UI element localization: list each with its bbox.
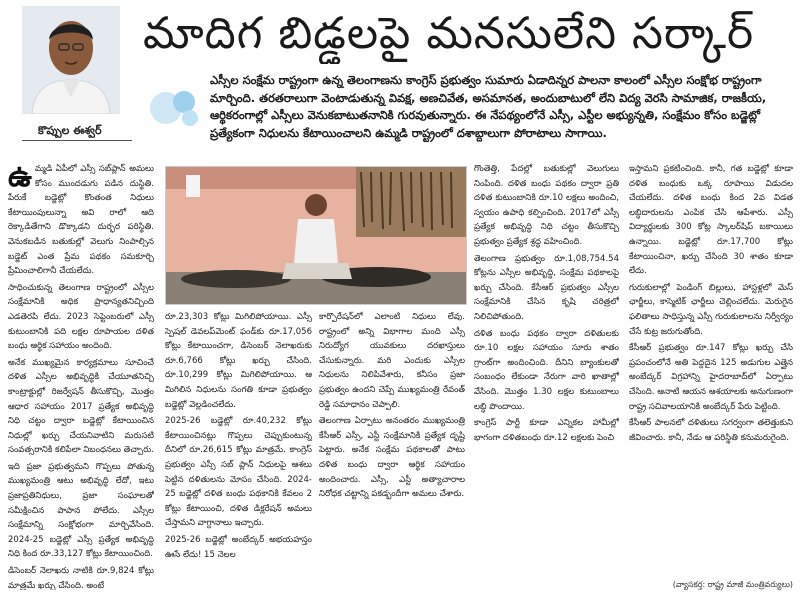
paragraph: రూ.23,303 కోట్లు మిగిలిపోయాయి. ఎస్సీ స్పెషల్ డెవలప్‌మెంట్ ఫండ్‌కు రూ.17,056 కోట్లు కేటాయించగా, డిసెంబర్ నెలాఖరుకు రూ.6,766 కోట్లు ఖర్చు చేసింది. రూ.10,299 కోట్లు మిగిలిపోయాయి. ఆ మిగిలిన నిధులను సంగతి కూడా ప్రభుత్వం బడ్జెట్లో వెల్లడించలేదు. [165,312,312,410]
dropcap: ఉ [8,162,32,194]
author-photo [22,6,120,114]
paragraph: గొంతెత్తి, పేదల్లో బతుకుల్లో వెలుగులు నింపింది. దళిత బంధు పథకం ద్వారా ప్రతి దళిత కుటుంబానికి రూ.10 లక్షలు అందించి, స్వయం ఉపాధి కల్పించింది. 2017లో ఎస్సీ ప్రత్యేక అభివృద్ధి నిధి చట్టం తీసుకొచ్చి ప్రభుత్వం ప్రత్యేక శ్రద్ధ వహించింది. [474,164,619,247]
paragraph: సాధించుకున్న తెలంగాణ రాష్ట్రంలో ఎస్సీల సంక్షేమానికి అధిక ప్రాధాన్యతనిచ్చింది ఎడతెరపి లేదు. 2023 సెప్టెంబరులో ఎస్సీ కుటుంబానికి పది లక్షల రూపాయల దళిత బంధు ఆర్థిక సహాయం అందింది. [8,282,154,352]
author-footnote: (వ్యాసకర్త: రాష్ట్ర మాజీ మంత్రివర్యులు) [672,580,793,589]
paragraph: తెలంగాణ ఏర్పాటు అనంతరం ముఖ్యమంత్రి కేసీఆర్ ఎస్సీ, ఎస్టీ సంక్షేమానికి ప్రత్యేక దృష్టి పెట్టారు. అనేక సంక్షేమ పథకాలతో పాటు దళిత బంధు ద్వారా ఆర్థిక సహాయం అందించారు. ఎస్సీ, ఎస్టీ అత్యాచారాల నిరోధక చట్టాన్ని పకడ్బందీగా అమలు చేశారు. [319,416,465,500]
body-column-3 [319,310,465,590]
paragraph: దళిత బంధు పథకం ద్వారా దళితులకు రూ.10 లక్షల సహాయం సూరు శాతం గ్రాంట్‌గా అందించింది. దీనిని బ్యాంకులతో సంబంధం లేకుండా నేరుగా వారి ఖాతాల్లో వేసింది. మొత్తం 1.30 లక్షల కుటుంబాలు లబ్ధి పొందాయి. [474,328,619,412]
paragraph: కార్పొరేషన్‌లో ఎలాంటి నిధులు లేవు. రాష్ట్రంలో అన్ని విభాగాల మంది ఎస్సీ నిరుద్యోగ యువకులు దరఖాస్తులు చేసుకున్నారు. మరి ఎందుకు ఎస్సీల నిధులను నిలిపివేశారు, కనీసం ప్రజా ప్రభుత్వం ఉందని చెప్పే ముఖ్యమంత్రి రేవంత్ రెడ్డి సమాధానం చెప్పాలి. [319,312,465,410]
paragraph: డిసెంబర్ నెలాఖరు నాటికి రూ.9,824 కోట్లు మాత్రమే ఖర్చు చేసింది. అంటే [8,566,154,590]
decorative-bubbles-icon [148,82,208,132]
headline: మాదిగ బిడ్డలపై మనసులేని సర్కార్ [143,8,755,59]
paragraph: తెలంగాణ ప్రభుత్వం రూ.1,08,754.54 కోట్లను ఎస్సీల అభివృద్ధి, సంక్షేమ పథకాలపై ఖర్చు చేసింది. కేసీఆర్ ప్రభుత్వం ఎస్సీల సంక్షేమానికి చేసిన కృషి చరిత్రలో నిలిచిపోతుంది. [474,253,619,322]
paragraph: 2025-26 బడ్జెట్లో రూ.40,232 కోట్లు కేటాయించినట్లు గొప్పలు చెప్పుకుంటున్న దీనిలో రూ.26,615 కోట్లు మాత్రమే. కాంగ్రెస్ ప్రభుత్వం ఎస్సీ సబ్ ప్లాన్ నిధులపై ఆశలు పెట్టిన దళితులను మోసం చేసింది. 2024-25 బడ్జెట్లో దళిత బంధు పథకానికి కేవలం 2 కోట్లు కేటాయించి, దళిత డిక్లరేషన్ అమలు చేస్తామని వాగ్దానాలు ఇచ్చారు. [165,416,312,529]
paragraph: మ్మడి ఏపీలో ఎస్సీ సబ్‌ప్లాన్ అమలు కోసం ముందడుగు పడిన దుస్థితి. పేరుకే బడ్జెట్లో కొంతంత నిధులు కేటాయింపులున్నా అవి రాలో ఆది రెక్కాడితేగాని డొక్కాడని దుర్భర పరిస్థితి. వెనుకబడిన బతుకుల్లో వెలుగు నింపాల్సిన బడ్జెట్ ఎంత ప్రేమ పథకం సమకూర్చి ప్రేమించాలిగానీ చేయలేదు. [8,164,154,277]
article-deck: ఎస్సీల సంక్షేమ రాష్ట్రంగా ఉన్న తెలంగాణను కాంగ్రెస్ ప్రభుత్వం సుమారు ఏడాదిన్నర పాలనా కాలంలో ఎస్సీల సంక్షోభ రాష్ట్రంగా మార్చింది. తరతరాలుగా వెంటాడుతున్న వివక్ష, అణచివేత, అసమానత, అందుబాటులో లేని విద్య వెరసి సామాజిక, రాజకీయ, ఆర్థికరంగాల్లో ఎస్సీలు వెనుకబాటుతనానికి గురవుతున్నారు. ఈ నేపథ్యంలోనే ఎస్సీ, ఎస్టీల అభ్యున్నతి, సంక్షేమం కోసం బడ్జెట్లో ప్రత్యేకంగా నిధులను కేటాయించాలని ఉమ్మడి రాష్ట్రంలో దశాబ్దాలుగా పోరాటాలు సాగాయి. [210,73,767,140]
paragraph: కేసీఆర్ ప్రభుత్వం రూ.147 కోట్లు ఖర్చు చేసి ప్రపంచంలోనే అతి పెద్దదైన 125 అడుగుల ఎత్తైన అంబేద్కర్ విగ్రహాన్ని హైదరాబాద్‌లో ఏర్పాటు చేసింది. ఆనాటి ఆయన ఆశయాలకు అనుగుణంగా రాష్ట్ర సచివాలయానికి అంబేద్కర్ పేరు పెట్టింది. [629,343,793,412]
body-column-2 [165,310,312,590]
author-name: కొప్పుల ఈశ్వర్ [38,124,102,137]
paragraph: కేసీఆర్ పాలనలో దళితులు సగర్వంగా తలెత్తుకుని జీవించారు. కానీ, నేడు ఆ పరిస్థితి కనుమరుగైంది. [629,418,793,443]
paragraph: గురుకులాల్లో పెండింగ్ బిల్లులు, హాస్టళ్లలో మెస్ ఛార్జీలు, కాస్మెటిక్ ఛార్జీలు చెల్లించలేదు. మెరుగైన ఫలితాలు సాధిస్తున్న ఎస్సీ గురుకులాలను నిర్వీర్యం చేసే కుట్ర జరుగుతోంది. [629,282,793,337]
author-divider [22,140,132,141]
paragraph: ఇది ప్రజా ప్రభుత్వమని గొప్పలు పోతున్న ముఖ్యమంత్రి ఆటు అభివృద్ధి లేదో, ఇటు ప్రజాప్రతినిధులు, ప్రజా సంఘాలతో సమీక్షించిన పాపాన పోలేదు. ఎస్సీల సంక్షేమాన్ని సంక్షోభంగా మార్చివేసింది. 2024-25 బడ్జెట్లో ఎస్సీ ప్రత్యేక అభివృద్ధి నిధి కింద రూ.33,127 కోట్లు కేటాయించింది. [8,461,154,560]
lead-paragraph [8,162,154,279]
paragraph: 2025-26 బడ్జెట్లో అంబేద్కర్ అభయహస్తం ఊసే లేదు! 15 నెలల [165,534,312,560]
paragraph: ఇస్తామని ప్రకటించింది. కానీ, గత బడ్జెట్లో కూడా దళిత బంధుకు ఒక్క రూపాయి విడుదల చేయలేదు. దళిత బంధు కింద 2వ విడత లబ్ధిదారులను ఎంపిక చేసి ఆపేశారు. ఎస్సీ విద్యార్థులకు 300 కోట్ల స్కాలర్‌షిప్ బకాయిలు ఉన్నాయి. బడ్జెట్లో రూ.17,700 కోట్లు కేటాయించినా, ఖర్చు చేసింది 30 శాతం కూడా లేదు. [629,164,793,277]
paragraph: అనేక ముఖ్యమైన కార్యక్రమాలు సూచించే దళిత ఎస్సీల అభివృద్ధికి చేయూతనిచ్చి కాంట్రాక్టుల్లో రిజర్వేషన్ తీసుకొచ్చి, మొత్తం ఆధార సహాయం 2017 ప్రత్యేక అభివృద్ధి నిధి చట్టం ద్వారా బడ్జెట్లో కేటాయించిన నిధుల్లో ఖర్చు చేయనివాటిని మరుసటి సంవత్సరానికి కలిపేలా నిబంధనలు తెచ్చారు. [8,357,154,456]
body-column-1 [8,162,154,590]
article-photo [165,166,467,305]
body-column-4 [474,162,619,590]
body-column-5 [629,162,793,577]
paragraph: కాంగ్రెస్ పార్టీ కూడా ఎన్నికల హామీల్లో భాగంగా దళితబంధు రూ.12 లక్షలకు పెంచి [474,418,619,443]
